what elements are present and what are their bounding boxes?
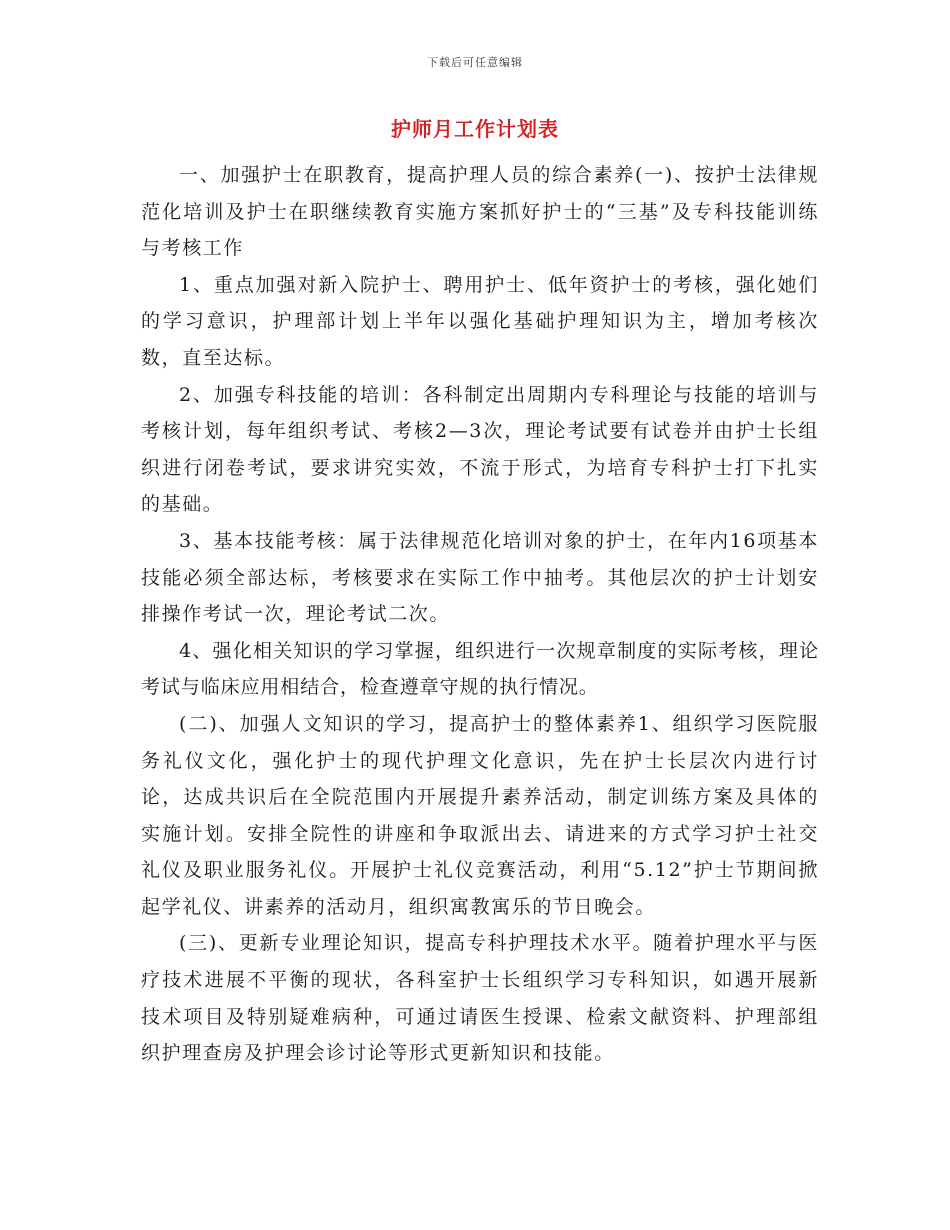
paragraph-section-3: (三)、更新专业理论知识，提高专科护理技术水平。随着护理水平与医疗技术进展不平衡的现状，各科室护士长组织学习专科知识，如遇开展新技术项目及特别疑难病种，可通过请医生授课、检索文献资料、护理部组织护理查房及护理会诊讨论等形式更新知识和技能。 xyxy=(141,932,819,1065)
header-note: 下载后可任意编辑 xyxy=(427,56,523,69)
paragraph-item-4: 4、强化相关知识的学习掌握，组织进行一次规章制度的实际考核，理论考试与临床应用相结合，检查遵章守规的执行情况。 xyxy=(141,639,819,699)
paragraph-item-2: 2、加强专科技能的培训：各科制定出周期内专科理论与技能的培训与考核计划，每年组织考试、考核2—3次，理论考试要有试卷并由护士长组织进行闭卷考试，要求讲究实效，不流于形式，为培育专科护士打下扎实的基础。 xyxy=(141,383,819,516)
document-body xyxy=(141,157,819,1072)
paragraph-item-3: 3、基本技能考核：属于法律规范化培训对象的护士，在年内16项基本技能必须全部达标，考核要求在实际工作中抽考。其他层次的护士计划安排操作考试一次，理论考试二次。 xyxy=(141,529,819,626)
paragraph-section-1: 一、加强护士在职教育，提高护理人员的综合素养(一)、按护士法律规范化培训及护士在职继续教育实施方案抓好护士的“三基”及专科技能训练与考核工作 xyxy=(141,164,819,260)
paragraph-section-2: (二)、加强人文知识的学习，提高护士的整体素养1、组织学习医院服务礼仪文化，强化护士的现代护理文化意识，先在护士长层次内进行讨论，达成共识后在全院范围内开展提升素养活动，制定训练方案及具体的实施计划。安排全院性的讲座和争取派出去、请进来的方式学习护士社交礼仪及职业服务礼仪。开展护士礼仪竞赛活动，利用“5.12”护士节期间掀起学礼仪、讲素养的活动月，组织寓教寓乐的节日晚会。 xyxy=(141,712,819,918)
paragraph-item-1: 1、重点加强对新入院护士、聘用护士、低年资护士的考核，强化她们的学习意识，护理部计划上半年以强化基础护理知识为主，增加考核次数，直至达标。 xyxy=(141,273,819,369)
document-title: 护师月工作计划表 xyxy=(391,117,559,141)
